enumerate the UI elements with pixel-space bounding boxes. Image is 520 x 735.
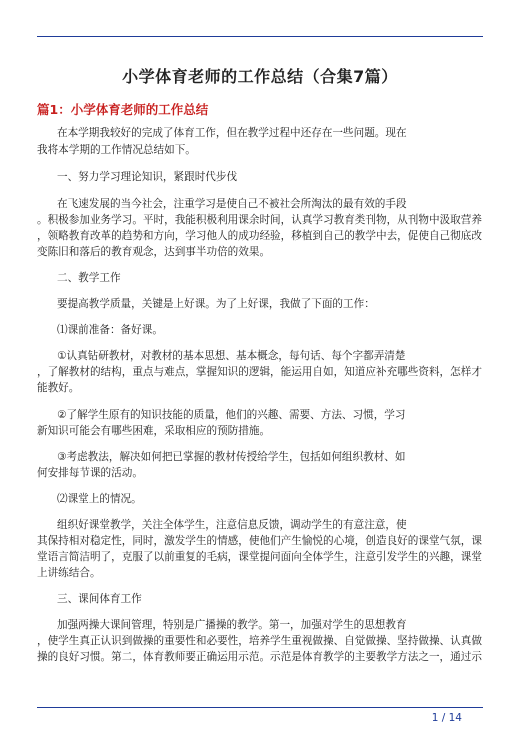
document-title: 小学体育老师的工作总结（合集7篇） — [122, 67, 398, 86]
section-subheading: 三、课间体育工作 — [57, 593, 142, 605]
paragraph-line: 能教好。 — [37, 382, 80, 394]
paragraph-line: 操的良好习惯。第二，体育教师要正确运用示范。示范是体育教学的主要教学方法之一，通过示 — [37, 651, 482, 663]
paragraph-line: 上讲练结合。 — [37, 567, 101, 579]
paragraph-line: 何安排每节课的活动。 — [37, 467, 143, 479]
paragraph-line: 堂语言简洁明了，克服了以前重复的毛病，课堂提问面向全体学生，注意引发学生的兴趣，课堂 — [37, 551, 482, 563]
list-item-heading: ⑴课前准备：备好课。 — [57, 324, 163, 336]
page-number: 1 / 14 — [431, 712, 462, 724]
paragraph-line: 组织好课堂教学，关注全体学生，注意信息反馈，调动学生的有意注意，使 — [57, 519, 407, 531]
list-item-heading: ⑵课堂上的情况。 — [57, 493, 142, 505]
section-heading: 篇1：小学体育老师的工作总结 — [37, 102, 209, 117]
section-subheading: 一、努力学习理论知识，紧跟时代步伐 — [57, 171, 238, 183]
paragraph-line: 。积极参加业务学习。平时，我能积极利用课余时间，认真学习教育类刊物，从刊物中汲取营养 — [37, 214, 482, 226]
paragraph-line: ③考虑教法，解决如何把已掌握的教材传授给学生，包括如何组织教材、如 — [57, 451, 406, 463]
footer-rule — [37, 707, 483, 708]
header-rule — [37, 36, 483, 37]
paragraph-line: 要提高教学质量，关键是上好课。为了上好课，我做了下面的工作： — [57, 298, 375, 310]
paragraph-line: 在飞速发展的当今社会，注重学习是使自己不被社会所淘汰的最有效的手段 — [57, 198, 407, 210]
paragraph-line: ，使学生真正认识到做操的重要性和必要性，培养学生重视做操、自觉做操、坚持做操、认真做 — [37, 635, 482, 647]
paragraph-line: 加强两操大课间管理，特别是广播操的教学。第一，加强对学生的思想教育 — [57, 619, 407, 631]
paragraph-line: ①认真钻研教材，对教材的基本思想、基本概念，每句话、每个字都弄清楚 — [57, 350, 406, 362]
paragraph-line: 新知识可能会有哪些困难，采取相应的预防措施。 — [37, 425, 271, 437]
paragraph-line: ，了解教材的结构，重点与难点，掌握知识的逻辑，能运用自如，知道应补充哪些资料，怎样才 — [37, 366, 482, 378]
paragraph-line: 在本学期我较好的完成了体育工作，但在教学过程中还存在一些问题。现在 — [57, 127, 407, 139]
paragraph-line: 其保持相对稳定性，同时，激发学生的情感，使他们产生愉悦的心境，创造良好的课堂气氛，课 — [37, 535, 482, 547]
paragraph-line: ②了解学生原有的知识技能的质量，他们的兴趣、需要、方法、习惯，学习 — [57, 409, 406, 421]
paragraph-line: 变陈旧和落后的教育观念，达到事半功倍的效果。 — [37, 246, 271, 258]
section-subheading: 二、教学工作 — [57, 272, 121, 284]
paragraph-line: ，领略教育改革的趋势和方向，学习他人的成功经验，移植到自己的教学中去，促使自己彻底改 — [37, 230, 482, 242]
paragraph-line: 我将本学期的工作情况总结如下。 — [37, 144, 196, 156]
